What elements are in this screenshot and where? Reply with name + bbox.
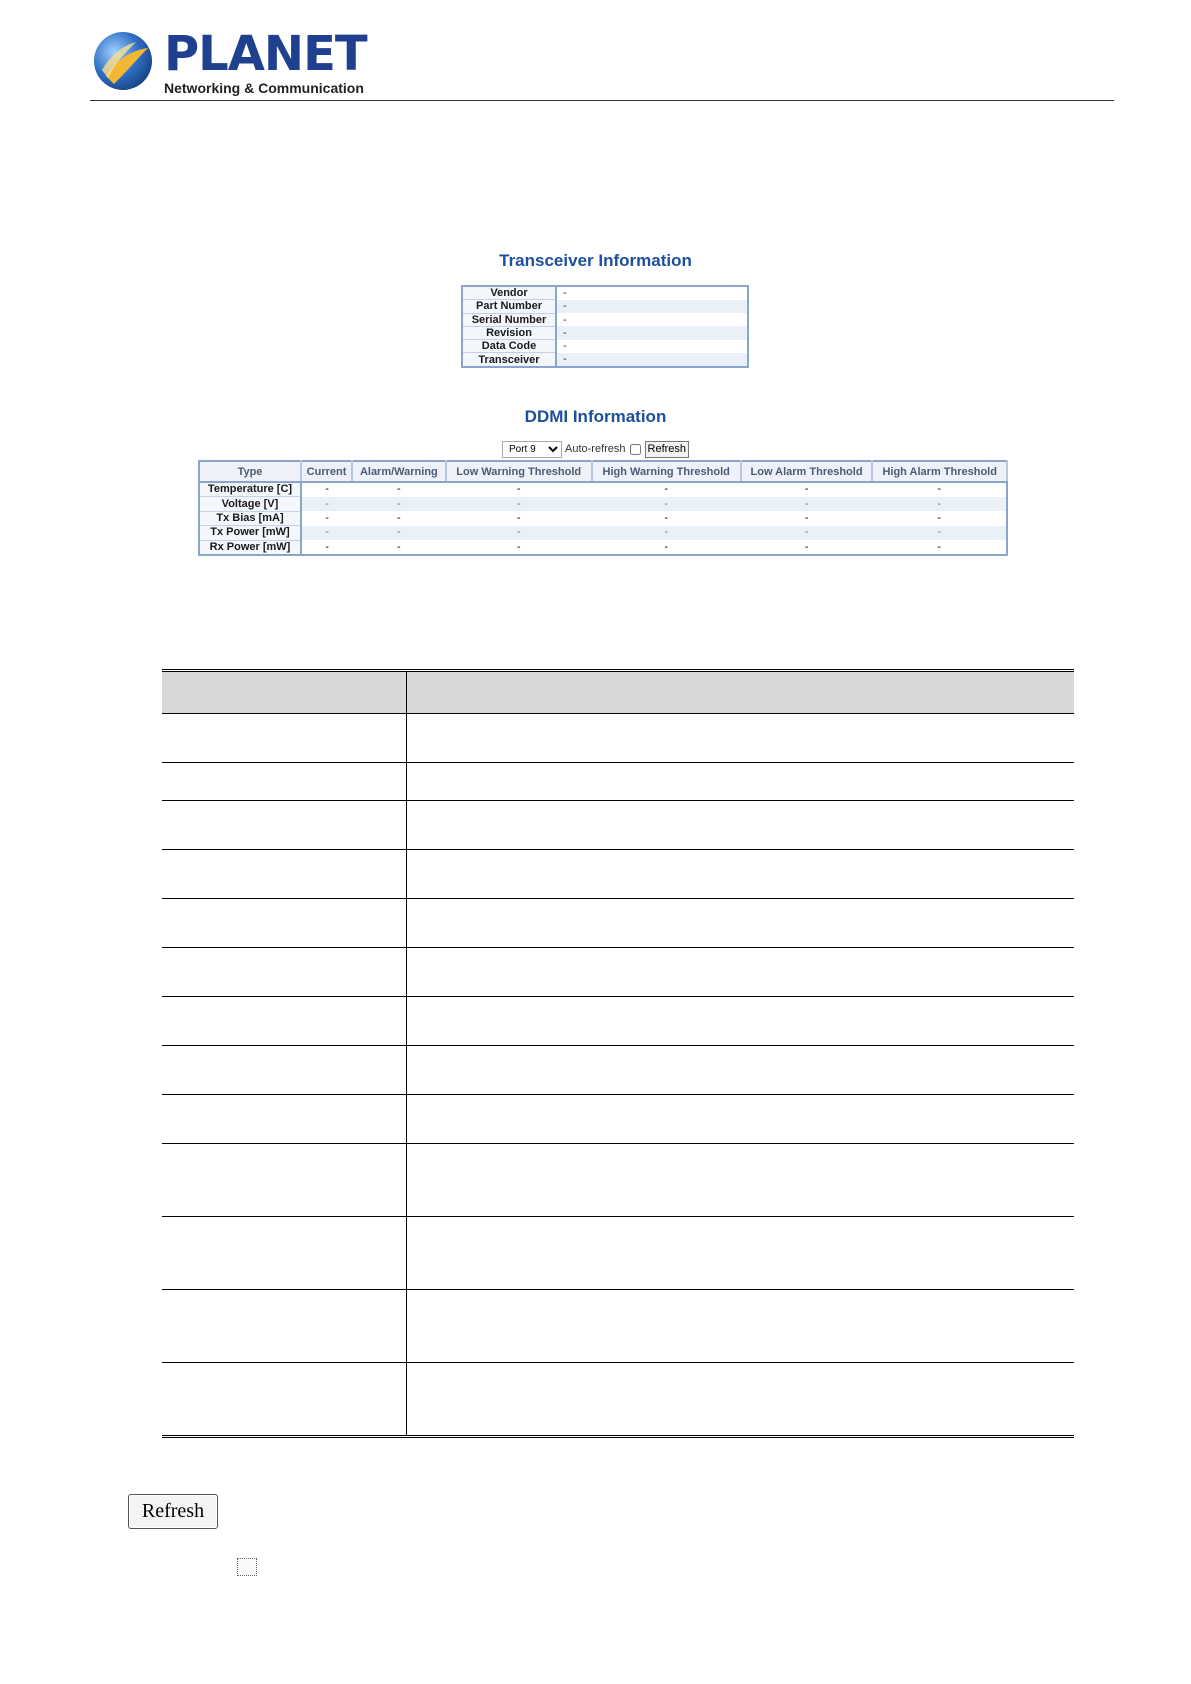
planet-logo — [92, 26, 367, 100]
object-cell — [162, 763, 407, 801]
port-select[interactable] — [502, 441, 562, 458]
table-row — [162, 1290, 1074, 1363]
table-row — [199, 482, 1007, 497]
cell-low-warning: - — [446, 482, 592, 497]
globe-icon — [92, 30, 154, 92]
cell-low-alarm: - — [741, 511, 873, 525]
table-row — [162, 899, 1074, 948]
table-row — [162, 801, 1074, 850]
transceiver-title: Transceiver Information — [499, 251, 692, 270]
cell-high-warning: - — [592, 482, 741, 497]
description-cell — [407, 899, 1075, 948]
description-cell — [407, 1217, 1075, 1290]
row-label: Revision — [462, 326, 556, 339]
row-value: - — [556, 313, 748, 326]
cell-alarm-warning: - — [352, 497, 446, 511]
cell-low-warning: - — [446, 497, 592, 511]
object-cell — [162, 850, 407, 899]
object-cell — [162, 1217, 407, 1290]
table-row — [162, 850, 1074, 899]
cell-low-alarm: - — [741, 540, 873, 555]
ddmi-controls — [502, 440, 689, 458]
description-column-header — [407, 671, 1075, 714]
column-header: Low Warning Threshold — [446, 461, 592, 482]
row-label: Data Code — [462, 340, 556, 353]
row-type: Tx Power [mW] — [199, 526, 301, 540]
auto-refresh-checkbox[interactable] — [237, 1558, 257, 1576]
object-cell — [162, 801, 407, 850]
table-row — [199, 540, 1007, 555]
row-value: - — [556, 326, 748, 339]
row-value: - — [556, 286, 748, 300]
table-row — [199, 526, 1007, 540]
cell-current: - — [301, 497, 352, 511]
cell-high-warning: - — [592, 526, 741, 540]
description-cell — [407, 714, 1075, 763]
description-cell — [407, 850, 1075, 899]
row-type: Temperature [C] — [199, 482, 301, 497]
cell-high-warning: - — [592, 511, 741, 525]
ddmi-title: DDMI Information — [524, 407, 667, 426]
cell-high-alarm: - — [872, 526, 1007, 540]
transceiver-table — [461, 285, 749, 368]
cell-high-alarm: - — [872, 511, 1007, 525]
cell-high-alarm: - — [872, 482, 1007, 497]
table-row — [199, 511, 1007, 525]
column-header: Type — [199, 461, 301, 482]
object-cell — [162, 1290, 407, 1363]
cell-low-alarm: - — [741, 497, 873, 511]
cell-current: - — [301, 511, 352, 525]
description-cell — [407, 763, 1075, 801]
object-cell — [162, 714, 407, 763]
auto-refresh-checkbox[interactable] — [630, 444, 641, 455]
table-row — [462, 300, 748, 313]
row-value: - — [556, 353, 748, 367]
table-row — [462, 326, 748, 339]
header-divider — [90, 100, 1114, 101]
cell-current: - — [301, 526, 352, 540]
row-label: Serial Number — [462, 313, 556, 326]
object-cell — [162, 1095, 407, 1144]
cell-high-warning: - — [592, 540, 741, 555]
table-row — [162, 948, 1074, 997]
description-cell — [407, 997, 1075, 1046]
brand-name: PLANET — [164, 26, 367, 82]
column-header: Current — [301, 461, 352, 482]
cell-low-warning: - — [446, 511, 592, 525]
ddmi-refresh-button[interactable]: Refresh — [645, 441, 690, 458]
description-cell — [407, 1046, 1075, 1095]
parameter-table — [162, 669, 1074, 1438]
table-row — [199, 497, 1007, 511]
table-row — [162, 1095, 1074, 1144]
table-row — [462, 313, 748, 326]
row-value: - — [556, 340, 748, 353]
cell-low-warning: - — [446, 540, 592, 555]
cell-high-alarm: - — [872, 540, 1007, 555]
description-cell — [407, 1144, 1075, 1217]
description-cell — [407, 1363, 1075, 1437]
object-cell — [162, 997, 407, 1046]
description-cell — [407, 1095, 1075, 1144]
auto-refresh-label: Auto-refresh — [565, 443, 626, 455]
cell-alarm-warning: - — [352, 526, 446, 540]
cell-low-alarm: - — [741, 482, 873, 497]
table-header-row — [162, 671, 1074, 714]
column-header: Alarm/Warning — [352, 461, 446, 482]
table-row — [162, 714, 1074, 763]
table-row — [462, 353, 748, 367]
object-cell — [162, 1363, 407, 1437]
column-header: High Alarm Threshold — [872, 461, 1007, 482]
description-cell — [407, 1290, 1075, 1363]
table-row — [162, 1363, 1074, 1437]
cell-current: - — [301, 482, 352, 497]
column-header: Low Alarm Threshold — [741, 461, 873, 482]
row-type: Rx Power [mW] — [199, 540, 301, 555]
refresh-button[interactable]: Refresh — [128, 1494, 218, 1529]
cell-high-warning: - — [592, 497, 741, 511]
table-row — [162, 1046, 1074, 1095]
column-header: High Warning Threshold — [592, 461, 741, 482]
object-cell — [162, 1046, 407, 1095]
row-label: Vendor — [462, 286, 556, 300]
parameter-table-body — [162, 714, 1074, 1437]
object-column-header — [162, 671, 407, 714]
table-row — [162, 1217, 1074, 1290]
cell-alarm-warning: - — [352, 482, 446, 497]
brand-tagline: Networking & Communication — [164, 80, 364, 96]
table-row — [462, 286, 748, 300]
table-row — [162, 1144, 1074, 1217]
object-cell — [162, 948, 407, 997]
description-cell — [407, 801, 1075, 850]
row-type: Voltage [V] — [199, 497, 301, 511]
table-row — [462, 340, 748, 353]
cell-low-alarm: - — [741, 526, 873, 540]
ddmi-table — [198, 460, 1008, 556]
row-value: - — [556, 300, 748, 313]
cell-high-alarm: - — [872, 497, 1007, 511]
row-label: Transceiver — [462, 353, 556, 367]
table-row — [162, 763, 1074, 801]
row-type: Tx Bias [mA] — [199, 511, 301, 525]
cell-alarm-warning: - — [352, 511, 446, 525]
object-cell — [162, 899, 407, 948]
object-cell — [162, 1144, 407, 1217]
table-row — [162, 997, 1074, 1046]
row-label: Part Number — [462, 300, 556, 313]
cell-current: - — [301, 540, 352, 555]
description-cell — [407, 948, 1075, 997]
cell-low-warning: - — [446, 526, 592, 540]
cell-alarm-warning: - — [352, 540, 446, 555]
table-header-row — [199, 461, 1007, 482]
